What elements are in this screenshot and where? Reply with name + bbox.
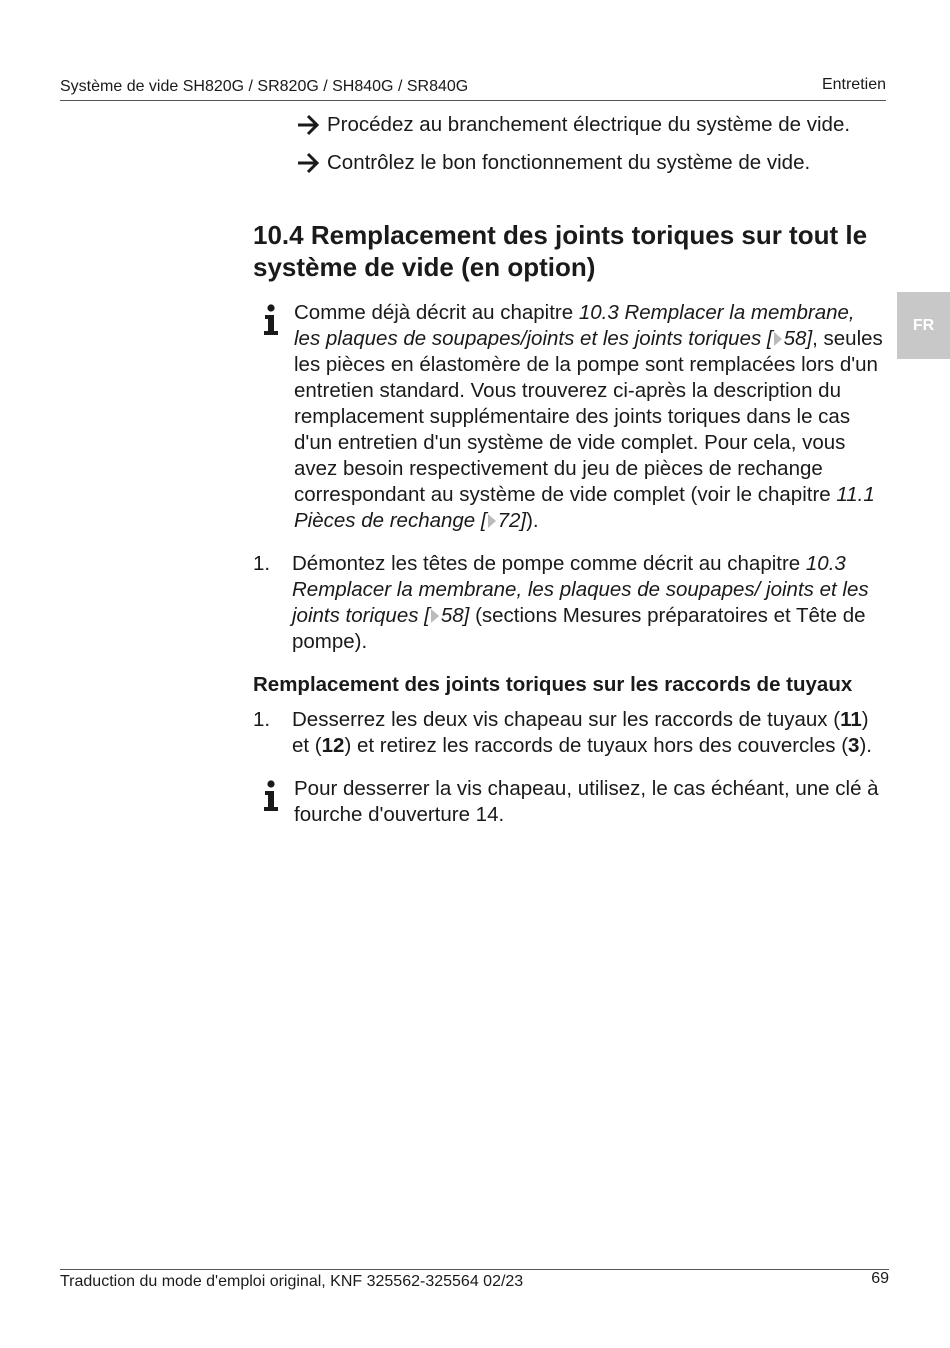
header-title: Système de vide SH820G / SR820G / SH840G / SR840G [60,78,469,95]
info-note: Comme déjà décrit au chapitre 10.3 Remplacer la membrane, les plaques de soupapes/joints et les joints toriques [ 58], seules les pièces en élastomère de la pompe sont remplacées lors d'un entretien standard. Vous trouverez ci-après la description du remplacement supplémentaire des joints toriques dans le cas d'un entretien d'un système de vide complet. Pour cela, vous avez besoin respectivement du jeu de pièces de rechange correspondant au système de vide complet (voir le chapitre 11.1 Pièces de rechange [ 72]). [253,300,885,534]
section-heading: 10.4 Remplacement des joints toriques sur tout le système de vide (en option) [253,220,868,282]
action-step [253,112,885,138]
page-header [60,76,886,101]
numbered-step: 1. Desserrez les deux vis chapeau sur les raccords de tuyaux (11) et (12) et retirez les raccords de tuyaux hors des couvercles (3). [253,708,872,757]
triangle-right-icon [431,609,439,623]
triangle-right-icon [774,332,782,346]
subheading: Remplacement des joints toriques sur les raccords de tuyaux [253,673,853,696]
action-step [253,150,885,176]
language-tab-label: FR [912,316,935,334]
cross-reference[interactable]: 10.3 Remplacer la membrane, les plaques de soupapes/joints et les joints toriques [ 58] [294,301,855,350]
step-number: 1. [253,552,271,575]
main-content [253,112,885,828]
item-reference: 11 [840,708,862,731]
action-step-text: Contrôlez le bon fonctionnement du système de vide. [327,151,811,174]
info-icon [259,304,283,336]
note-text: Pour desserrer la vis chapeau, utilisez, le cas échéant, une clé à fourche d'ouverture 14. [294,777,879,826]
arrow-right-icon [296,114,320,136]
cross-reference[interactable]: 10.3 Remplacer la membrane, les plaques de soupapes/ joints et les joints toriques [ 58] [292,552,869,627]
info-icon [259,780,283,812]
item-reference: 3 [848,734,860,757]
header-section: Entretien [821,76,886,93]
triangle-right-icon [488,514,496,528]
action-step-text: Procédez au branchement électrique du système de vide. [327,113,851,136]
arrow-right-icon [296,152,320,174]
cross-reference[interactable]: 11.1 Pièces de rechange [ 72] [294,483,875,532]
language-tab [897,292,950,359]
info-note [253,776,885,828]
footer-text: Traduction du mode d'emploi original, KNF 325562-325564 02/23 [60,1273,524,1290]
numbered-step: 1. Démontez les têtes de pompe comme décrit au chapitre 10.3 Remplacer la membrane, les plaques de soupapes/ joints et les joints toriques [ 58] (sections Mesures préparatoires et Tête de pompe). [253,552,869,653]
page-number: 69 [871,1270,889,1287]
page-footer [60,1269,889,1296]
step-number: 1. [253,708,271,731]
item-reference: 12 [321,734,345,757]
